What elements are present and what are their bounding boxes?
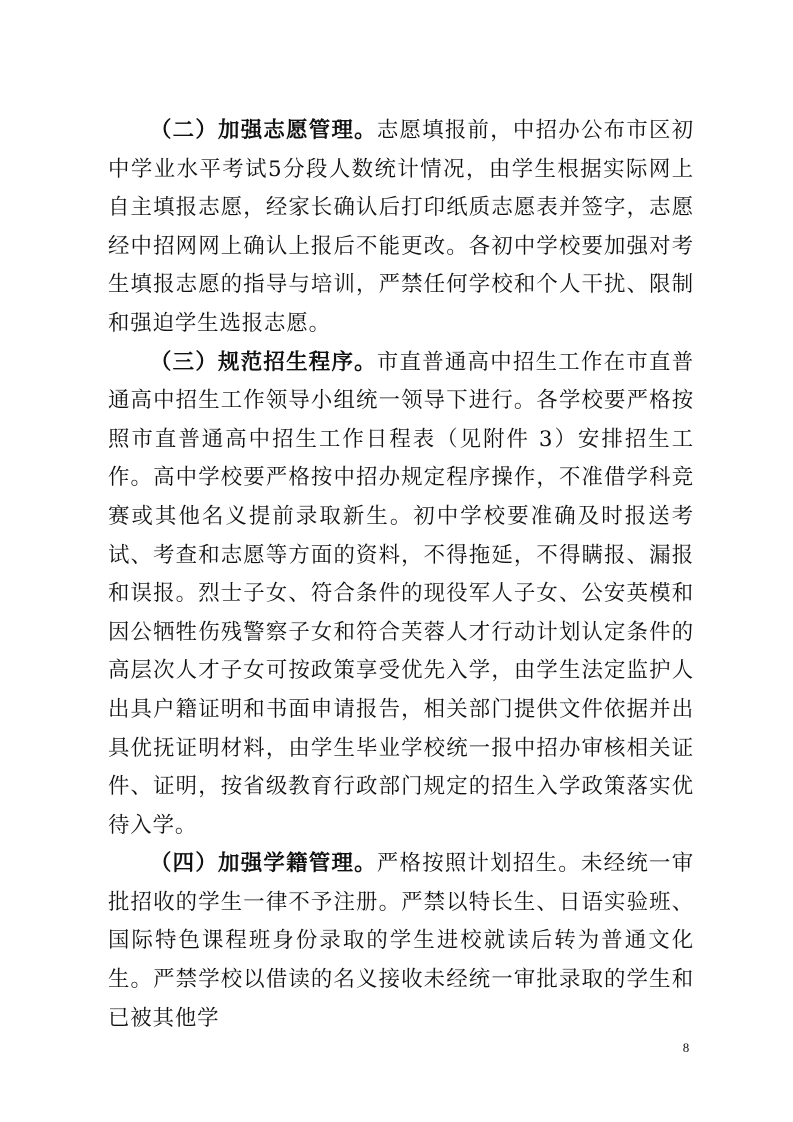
paragraph-text-2: 志愿填报前，中招办公布市区初中学业水平考试5分段人数统计情况，由学生根据实际网上自主填报志愿，经家长确认后打印纸质志愿表并签字，志愿经中招网网上确认上报后不能更改。各初中学校要加强对考生填报志愿的指导与培训，严禁任何学校和个人干扰、限制和强迫学生选报志愿。 <box>108 118 694 336</box>
paragraph-text-4: 严格按照计划招生。未经统一审批招收的学生一律不予注册。严禁以特长生、日语实验班、国际特色课程班身份录取的学生进校就读后转为普通文化生。严禁学校以借读的名义接收未经统一审批录取的学生和已被其他学 <box>108 851 694 1031</box>
section-heading-2: （二）加强志愿管理。 <box>150 118 377 143</box>
paragraph-text-3: 市直普通高中招生工作在市直普通高中招生工作领导小组统一领导下进行。各学校要严格按照市直普通高中招生工作日程表（见附件 3）安排招生工作。高中学校要严格按中招办规定程序操作，不准借学科竞赛或其他名义提前录取新生。初中学校要准确及时报送考试、考查和志愿等方面的资料，不得拖延，不得瞒报、漏报和误报。烈士子女、符合条件的现役军人子女、公安英模和因公牺牲伤残警察子女和符合芙蓉人才行动计划认定条件的高层次人才子女可按政策享受优先入学，由学生法定监护人出具户籍证明和书面申请报告，相关部门提供文件依据并出具优抚证明材料，由学生毕业学校统一报中招办审核相关证件、证明，按省级教育行政部门规定的招生入学政策落实优待入学。 <box>108 349 694 838</box>
paragraph-student-records <box>108 845 694 1038</box>
page-number: 8 <box>682 1040 690 1055</box>
section-heading-4: （四）加强学籍管理。 <box>150 851 377 877</box>
paragraph-enrollment-procedure <box>108 344 694 846</box>
paragraph-volunteer-management <box>108 112 694 344</box>
section-heading-3: （三）规范招生程序。 <box>150 349 377 375</box>
body-text <box>108 112 694 1038</box>
